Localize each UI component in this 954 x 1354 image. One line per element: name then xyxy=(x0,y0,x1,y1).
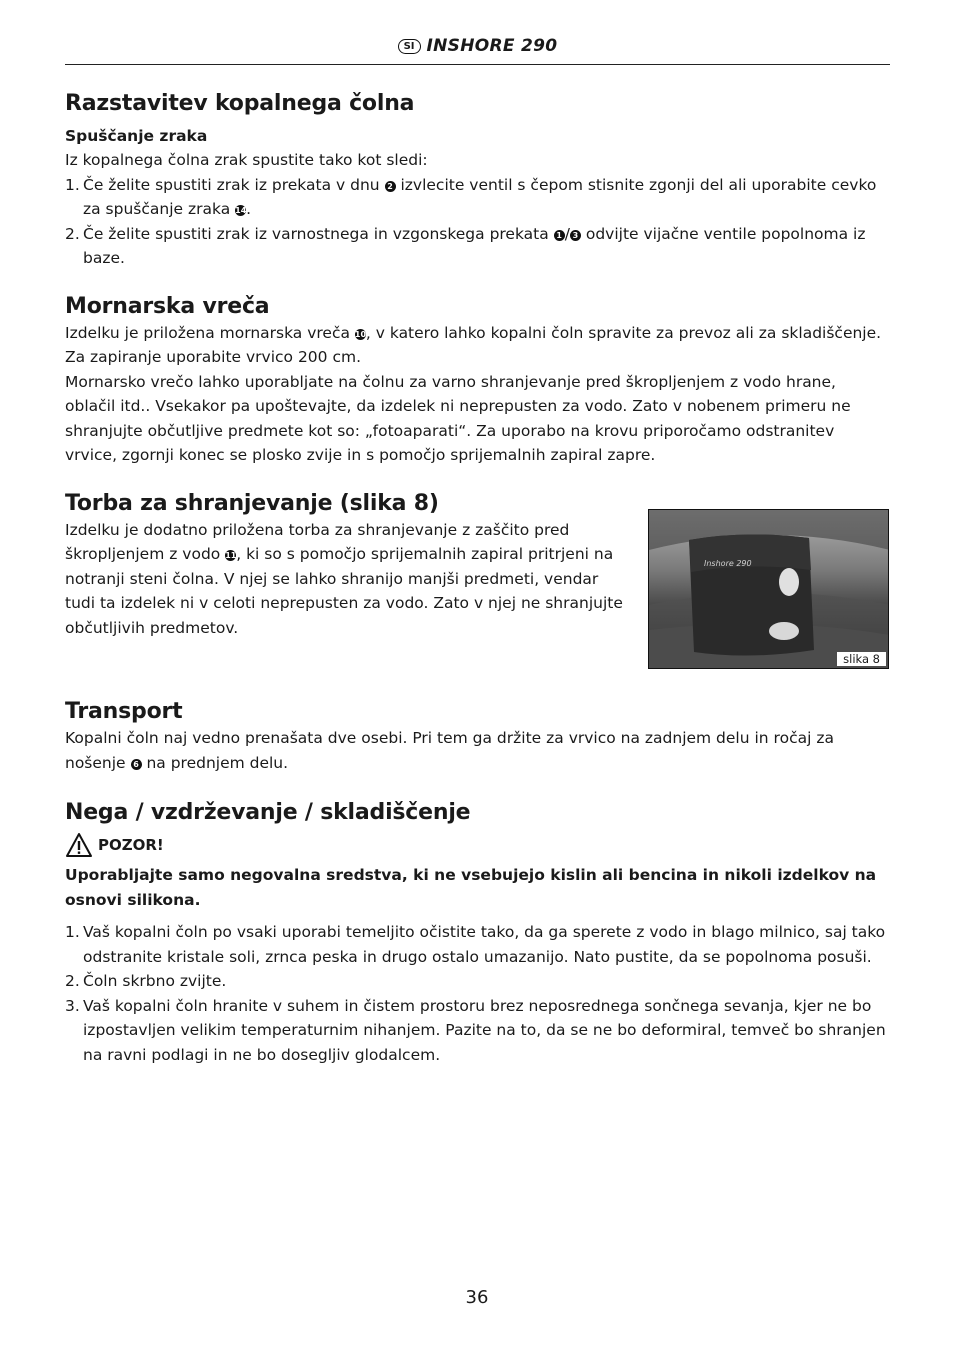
figure-caption: slika 8 xyxy=(837,652,886,666)
list-item: 2. Če želite spustiti zrak iz varnostnega in vzgonskega prekata 1 / 3 odvijte vijačne ventile popolnoma iz baze. xyxy=(65,224,866,267)
storage-bag-section xyxy=(65,490,890,666)
list-item: 1. Če želite spustiti zrak iz prekata v dnu 2 izvlecite ventil s čepom stisnite zgonji del ali uporabite cevko za spuščanje zraka 14. xyxy=(65,175,877,218)
section-title-deflation: Razstavitev kopalnega čolna xyxy=(65,91,415,116)
part-number-icon: 11 xyxy=(225,551,237,560)
care-steps xyxy=(65,920,890,1067)
warning-row xyxy=(65,831,890,859)
model-name: INSHORE 290 xyxy=(426,36,558,56)
paragraph: Kopalni čoln naj vedno prenašata dve osebi. Pri tem ga držite za vrvico na zadnjem delu in ročaj za nošenje 6 na prednjem delu. xyxy=(65,729,834,772)
part-number-icon: 10 xyxy=(354,329,367,339)
warning-text: Uporabljajte samo negovalna sredstva, ki ne vsebujejo kislin ali bencina in nikoli izdelkov na osnovi silikona. xyxy=(65,866,877,909)
section-title-care: Nega / vzdrževanje / skladiščenje xyxy=(65,800,471,825)
list-item: 3. Vaš kopalni čoln hranite v suhem in čistem prostoru brez neposrednega sončnega sevanja, kjer ne bo izpostavljen velikim temperaturnim nihanjem. Pazite na to, da se ne bo deformiral, temveč bo shranjen na ravni podlagi in ne bo dosegljiv glodalcem. xyxy=(65,996,886,1064)
language-badge: SI xyxy=(398,39,421,54)
paragraph: Izdelku je priložena mornarska vreča 10, v katero lahko kopalni čoln spravite za prevoz ali za skladiščenje. Za zapiranje uporabite vrvico 200 cm. xyxy=(65,323,882,366)
part-number-icon: 14 xyxy=(235,206,247,215)
page-content xyxy=(65,90,890,1067)
part-number-icon: 1 xyxy=(554,230,565,241)
paragraph: Izdelku je dodatno priložena torba za shranjevanje z zaščito pred škropljenjem z vodo 11, ki so s pomočjo sprijemalnih zapiral pritrjeni na notranji steni čolna. V njej se lahko shranijo manjši predmeti, vendar tudi ta izdelek ni v celoti neprepusten za vodo. Zato v njej ne shranjujte občutljivih predmetov. xyxy=(65,520,623,637)
subsection-title: Spuščanje zraka xyxy=(65,127,208,145)
warning-triangle-icon xyxy=(65,832,93,858)
part-number-icon: 3 xyxy=(570,230,581,241)
intro-text: Iz kopalnega čolna zrak spustite tako kot sledi: xyxy=(65,151,428,169)
page-number: 36 xyxy=(465,1287,489,1308)
figure-8-photo xyxy=(648,509,889,669)
section-title-sailor-bag: Mornarska vreča xyxy=(65,293,270,319)
deflation-steps xyxy=(65,173,890,271)
list-item: 1. Vaš kopalni čoln po vsaki uporabi temeljito očistite tako, da ga sperete z vodo in blago milnico, saj tako odstranite kristale soli, zrnca peska in drugo ostalo umazanijo. Nato pustite, da se popolnoma posuši. xyxy=(65,923,886,966)
storage-bag-photo-icon xyxy=(649,510,889,669)
paragraph: Mornarsko vrečo lahko uporabljate na čolnu za varno shranjevanje pred škropljenjem z vodo hrane, oblačil itd.. Vsekakor pa upoštevajte, da izdelek ni neprepusten za vodo. Zato v nobenem primeru ne shranjujte občutljive predmete kot so: „fotoaparati“. Za uporabo na krovu priporočamo odstranitev vrvice, zgornji konec se plosko zvije in s pomočjo sprijemalnih zapiral zapre. xyxy=(65,372,851,464)
photo-logo: Inshore 290 xyxy=(704,558,752,568)
part-number-icon: 6 xyxy=(131,759,142,770)
list-item: 2. Čoln skrbno zvijte. xyxy=(65,972,227,990)
section-title-storage-bag: Torba za shranjevanje (slika 8) xyxy=(65,490,439,516)
section-title-transport: Transport xyxy=(65,699,183,724)
page-header xyxy=(65,28,890,65)
part-number-icon: 2 xyxy=(385,181,396,192)
warning-label: POZOR! xyxy=(98,836,164,854)
